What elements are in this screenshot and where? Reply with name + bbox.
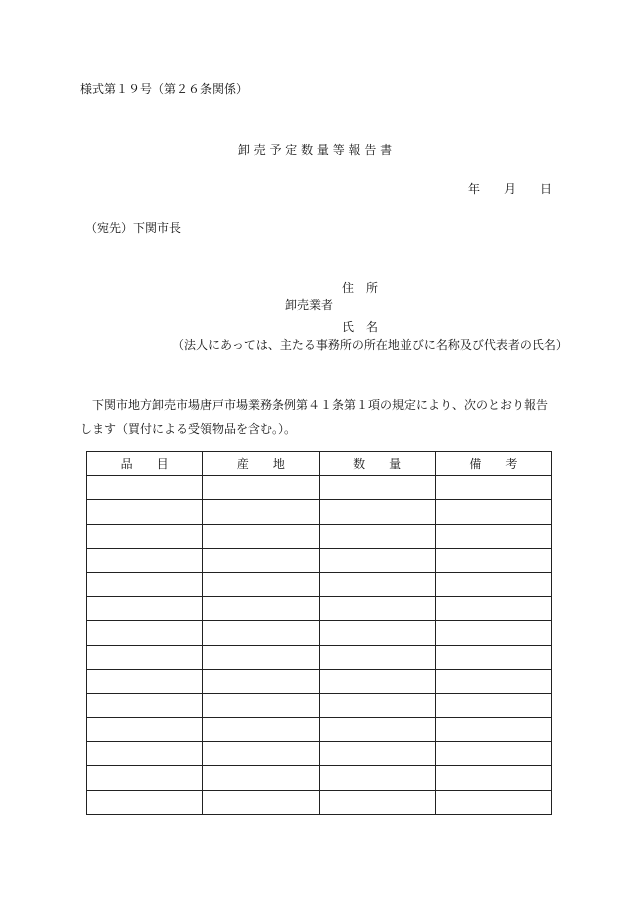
origin-cell[interactable]	[203, 572, 319, 596]
quantity-cell[interactable]	[319, 669, 435, 693]
remarks-cell[interactable]	[435, 476, 551, 500]
form-number: 様式第１９号（第２６条関係）	[80, 82, 249, 96]
table-row	[87, 572, 552, 596]
quantity-cell[interactable]	[319, 476, 435, 500]
table-row	[87, 476, 552, 500]
body-text: 下関市地方卸売市場唐戸市場業務条例第４１条第１項の規定により、次のとおり報告します（買付による受領物品を含む。）。	[80, 398, 549, 436]
origin-cell[interactable]	[203, 548, 319, 572]
quantity-cell[interactable]	[319, 597, 435, 621]
remarks-cell[interactable]	[435, 572, 551, 596]
item-cell[interactable]	[87, 790, 203, 814]
remarks-cell[interactable]	[435, 718, 551, 742]
remarks-cell[interactable]	[435, 548, 551, 572]
table-row	[87, 645, 552, 669]
table-body	[87, 476, 552, 815]
name-label: 氏 名	[342, 320, 379, 334]
remarks-cell[interactable]	[435, 693, 551, 717]
quantity-cell[interactable]	[319, 693, 435, 717]
item-cell[interactable]	[87, 645, 203, 669]
table-header-row	[87, 452, 552, 476]
table-row	[87, 597, 552, 621]
origin-cell[interactable]	[203, 621, 319, 645]
remarks-cell[interactable]	[435, 669, 551, 693]
items-table	[86, 451, 552, 815]
item-cell[interactable]	[87, 693, 203, 717]
origin-cell[interactable]	[203, 645, 319, 669]
origin-cell[interactable]	[203, 597, 319, 621]
remarks-cell[interactable]	[435, 597, 551, 621]
item-cell[interactable]	[87, 597, 203, 621]
item-cell[interactable]	[87, 476, 203, 500]
origin-cell[interactable]	[203, 500, 319, 524]
table-row	[87, 524, 552, 548]
quantity-cell[interactable]	[319, 500, 435, 524]
corporation-note: （法人にあっては、主たる事務所の所在地並びに名称及び代表者の氏名）	[172, 338, 568, 352]
table-row	[87, 790, 552, 814]
origin-cell[interactable]	[203, 718, 319, 742]
date-year-label: 年	[467, 182, 480, 196]
item-cell[interactable]	[87, 500, 203, 524]
origin-cell[interactable]	[203, 790, 319, 814]
date-month-label: 月	[503, 182, 516, 196]
header-remarks: 備 考	[435, 452, 551, 476]
remarks-cell[interactable]	[435, 500, 551, 524]
quantity-cell[interactable]	[319, 742, 435, 766]
company-label: 卸売業者	[285, 298, 334, 312]
remarks-cell[interactable]	[435, 524, 551, 548]
table-row	[87, 500, 552, 524]
item-cell[interactable]	[87, 718, 203, 742]
remarks-cell[interactable]	[435, 645, 551, 669]
quantity-cell[interactable]	[319, 766, 435, 790]
header-origin: 産 地	[203, 452, 319, 476]
header-item: 品 目	[87, 452, 203, 476]
origin-cell[interactable]	[203, 742, 319, 766]
addressee: （宛先）下関市長	[85, 221, 182, 235]
remarks-cell[interactable]	[435, 621, 551, 645]
quantity-cell[interactable]	[319, 524, 435, 548]
quantity-cell[interactable]	[319, 718, 435, 742]
quantity-cell[interactable]	[319, 790, 435, 814]
item-cell[interactable]	[87, 742, 203, 766]
table-row	[87, 766, 552, 790]
item-cell[interactable]	[87, 621, 203, 645]
origin-cell[interactable]	[203, 693, 319, 717]
table-row	[87, 548, 552, 572]
item-cell[interactable]	[87, 766, 203, 790]
table-row	[87, 742, 552, 766]
table-row	[87, 718, 552, 742]
origin-cell[interactable]	[203, 476, 319, 500]
header-quantity: 数 量	[319, 452, 435, 476]
remarks-cell[interactable]	[435, 742, 551, 766]
quantity-cell[interactable]	[319, 645, 435, 669]
table-row	[87, 669, 552, 693]
quantity-cell[interactable]	[319, 572, 435, 596]
item-cell[interactable]	[87, 669, 203, 693]
date-line	[468, 180, 552, 197]
origin-cell[interactable]	[203, 766, 319, 790]
origin-cell[interactable]	[203, 524, 319, 548]
quantity-cell[interactable]	[319, 548, 435, 572]
item-cell[interactable]	[87, 548, 203, 572]
table-row	[87, 621, 552, 645]
table-row	[87, 693, 552, 717]
item-cell[interactable]	[87, 524, 203, 548]
address-label: 住 所	[342, 281, 379, 295]
item-cell[interactable]	[87, 572, 203, 596]
document-title: 卸 売 予 定 数 量 等 報 告 書	[237, 143, 393, 157]
remarks-cell[interactable]	[435, 766, 551, 790]
quantity-cell[interactable]	[319, 621, 435, 645]
remarks-cell[interactable]	[435, 790, 551, 814]
date-day-label: 日	[539, 182, 552, 196]
origin-cell[interactable]	[203, 669, 319, 693]
